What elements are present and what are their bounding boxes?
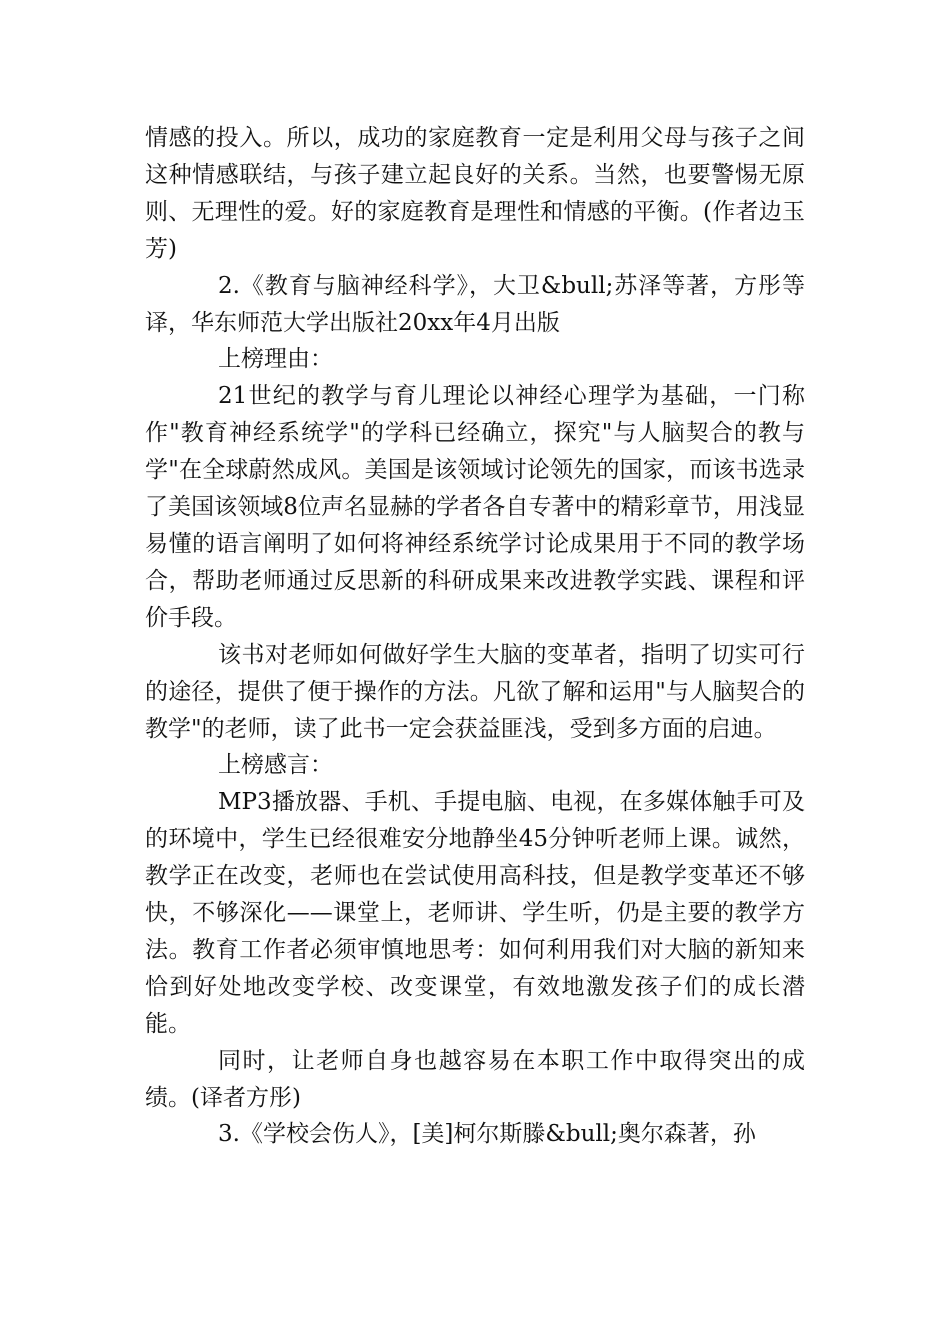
paragraph-remarks-body-2: 同时，让老师自身也越容易在本职工作中取得突出的成绩。(译者方彤) [145, 1047, 805, 1111]
paragraph-reason-body: 21世纪的教学与育儿理论以神经心理学为基础，一门称作"教育神经系统学"的学科已经确立，探究"与人脑契合的教与学"在全球蔚然成风。美国是该领域讨论领先的国家，而该书选录了美国该领域8位声名显赫的学者各自专著中的精彩章节，用浅显易懂的语言阐明了如何将神经系统学讨论成果用于不同的教学场合，帮助老师通过反思新的科研成果来改进教学实践、课程和评价手段。 [145, 383, 805, 631]
paragraph-reason-heading: 上榜理由： [218, 346, 333, 373]
paragraph-remarks-heading: 上榜感言： [218, 752, 333, 779]
paragraph-reason-body-2: 该书对老师如何做好学生大脑的变革者，指明了切实可行的途径，提供了便于操作的方法。凡欲了解和运用"与人脑契合的教学"的老师，读了此书一定会获益匪浅，受到多方面的启迪。 [145, 641, 805, 742]
paragraph-family-education-conclusion: 情感的投入。所以，成功的家庭教育一定是利用父母与孩子之间这种情感联结，与孩子建立起良好的关系。当然，也要警惕无原则、无理性的爱。好的家庭教育是理性和情感的平衡。(作者边玉芳) [145, 125, 805, 262]
paragraph-remarks-body: MP3播放器、手机、手提电脑、电视，在多媒体触手可及的环境中，学生已经很难安分地静坐45分钟听老师上课。诚然，教学正在改变，老师也在尝试使用高科技，但是教学变革还不够快，不够深化——课堂上，老师讲、学生听，仍是主要的教学方法。教育工作者必须审慎地思考：如何利用我们对大脑的新知来恰到好处地改变学校、改变课堂，有效地激发孩子们的成长潜能。 [145, 789, 805, 1037]
article-body [145, 120, 805, 1153]
paragraph-book-2-entry: 2.《教育与脑神经科学》，大卫&bull;苏泽等著，方彤等译，华东师范大学出版社20xx年4月出版 [145, 272, 805, 336]
paragraph-book-3-entry: 3.《学校会伤人》，[美]柯尔斯滕&bull;奥尔森著，孙 [218, 1121, 756, 1148]
